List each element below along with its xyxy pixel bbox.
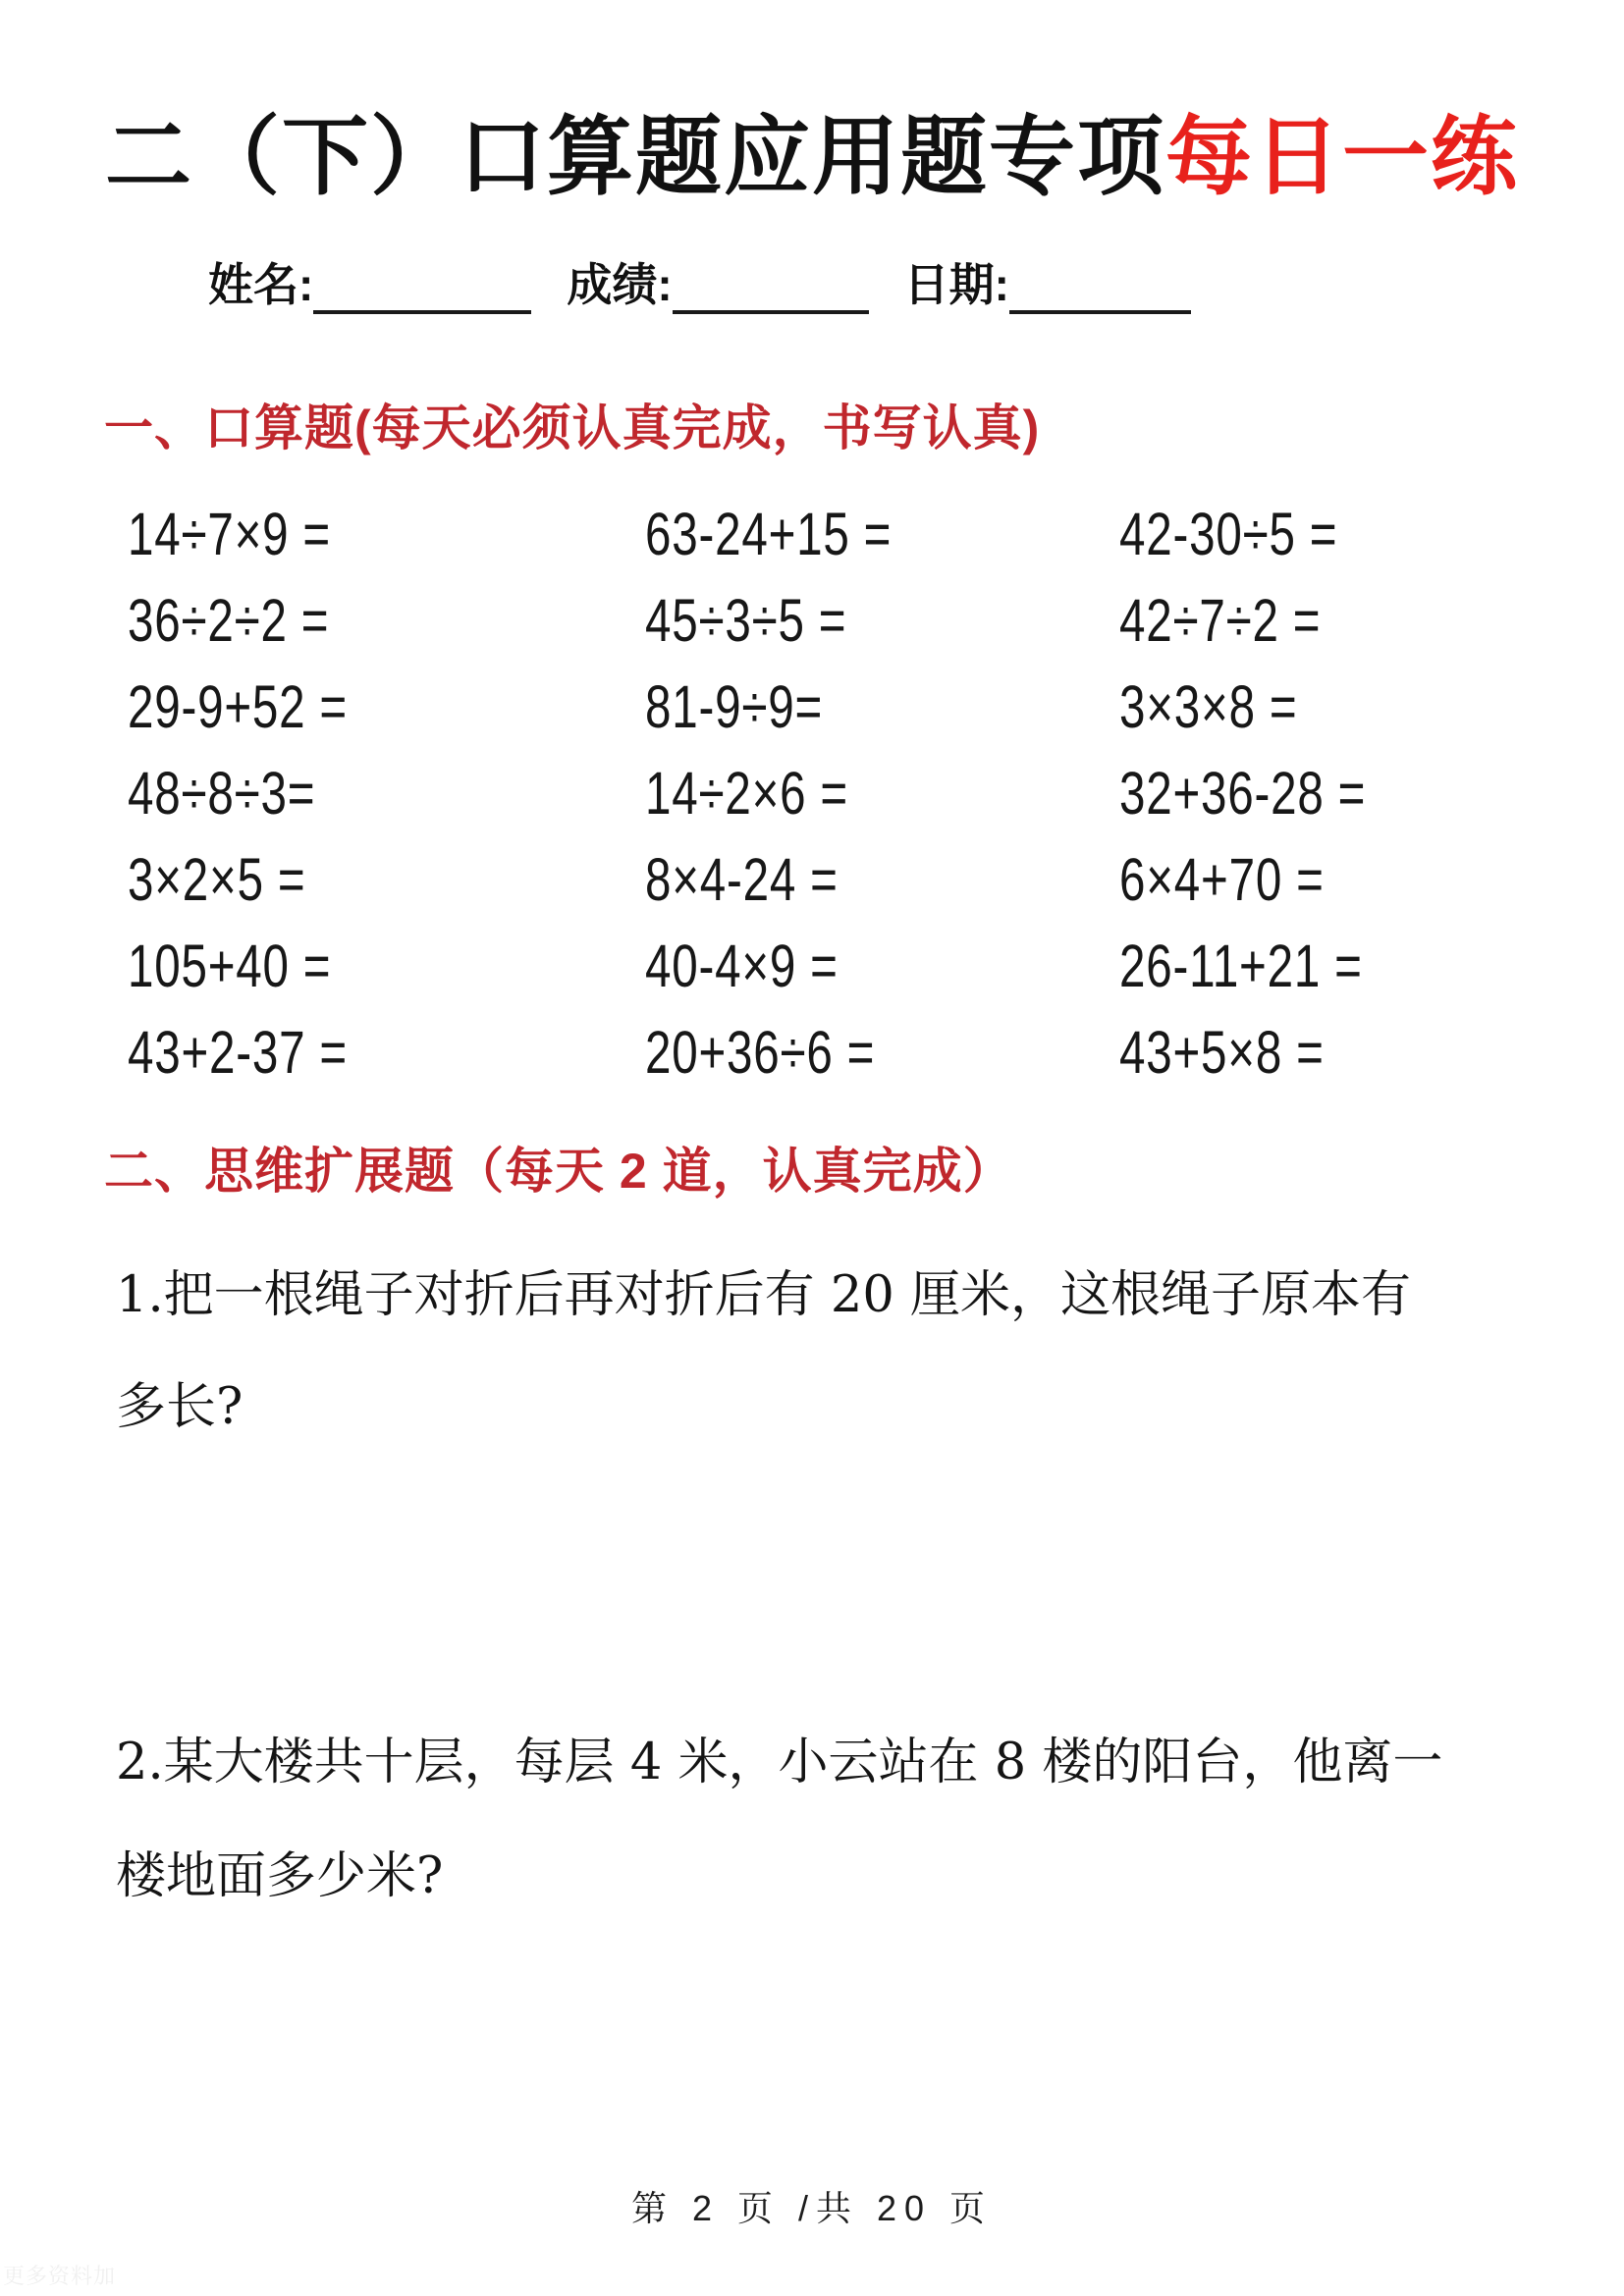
word-problem-1-line-2: 多长?	[116, 1378, 244, 1436]
name-label: 姓名:	[208, 259, 314, 310]
section2-heading: 二、思维扩展题（每天 2 道，认真完成）	[104, 1144, 1013, 1199]
equation-cell: 14÷2×6 =	[645, 760, 848, 827]
word-problem-2-line-2: 楼地面多少米?	[116, 1847, 444, 1905]
equation-cell: 105+40 =	[128, 933, 332, 999]
oral-arithmetic-grid	[0, 501, 1624, 1086]
header-fields-row	[0, 249, 1624, 314]
equation-cell: 26-11+21 =	[1119, 933, 1363, 999]
score-blank-line	[673, 263, 869, 314]
equation-cell: 43+2-37 =	[128, 1019, 348, 1086]
equation-cell: 6×4+70 =	[1119, 846, 1325, 913]
date-blank-line	[1009, 263, 1191, 314]
date-field	[904, 249, 1191, 314]
score-label: 成绩:	[567, 259, 673, 310]
page-title	[0, 0, 1624, 212]
equation-cell: 36÷2÷2 =	[128, 587, 330, 654]
equation-cell: 63-24+15 =	[645, 501, 893, 567]
date-label: 日期:	[903, 259, 1009, 310]
equation-cell: 42-30÷5 =	[1119, 501, 1338, 567]
equation-cell: 45÷3÷5 =	[645, 587, 847, 654]
equation-cell: 3×2×5 =	[128, 846, 306, 913]
page-title-red: 每日一练	[1165, 108, 1520, 205]
page-title-black: 二（下）口算题应用题专项	[104, 108, 1165, 205]
equation-cell: 40-4×9 =	[645, 933, 839, 999]
page-number-footer: 第 2 页 /共 20 页	[630, 2188, 994, 2228]
equation-cell: 8×4-24 =	[645, 846, 839, 913]
equation-cell: 29-9+52 =	[128, 673, 348, 740]
watermark-text: 更多资料加	[3, 2264, 117, 2288]
word-problem-1-line-1: 1.把一根绳子对折后再对折后有 20 厘米，这根绳子原本有	[116, 1266, 1411, 1324]
equation-cell: 20+36÷6 =	[645, 1019, 876, 1086]
equation-cell: 3×3×8 =	[1119, 673, 1298, 740]
word-problem-2-line-1: 2.某大楼共十层，每层 4 米，小云站在 8 楼的阳台，他离一	[116, 1734, 1443, 1791]
equation-cell: 48÷8÷3=	[128, 760, 316, 827]
equation-cell: 32+36-28 =	[1119, 760, 1367, 827]
section1-heading: 一、口算题(每天必须认真完成，书写认真)	[104, 400, 1041, 455]
score-field	[567, 249, 868, 314]
equation-cell: 42÷7÷2 =	[1119, 587, 1322, 654]
name-blank-line	[313, 263, 531, 314]
equation-cell: 43+5×8 =	[1119, 1019, 1325, 1086]
name-field	[208, 249, 531, 314]
equation-cell: 14÷7×9 =	[128, 501, 331, 567]
equation-cell: 81-9÷9=	[645, 673, 824, 740]
